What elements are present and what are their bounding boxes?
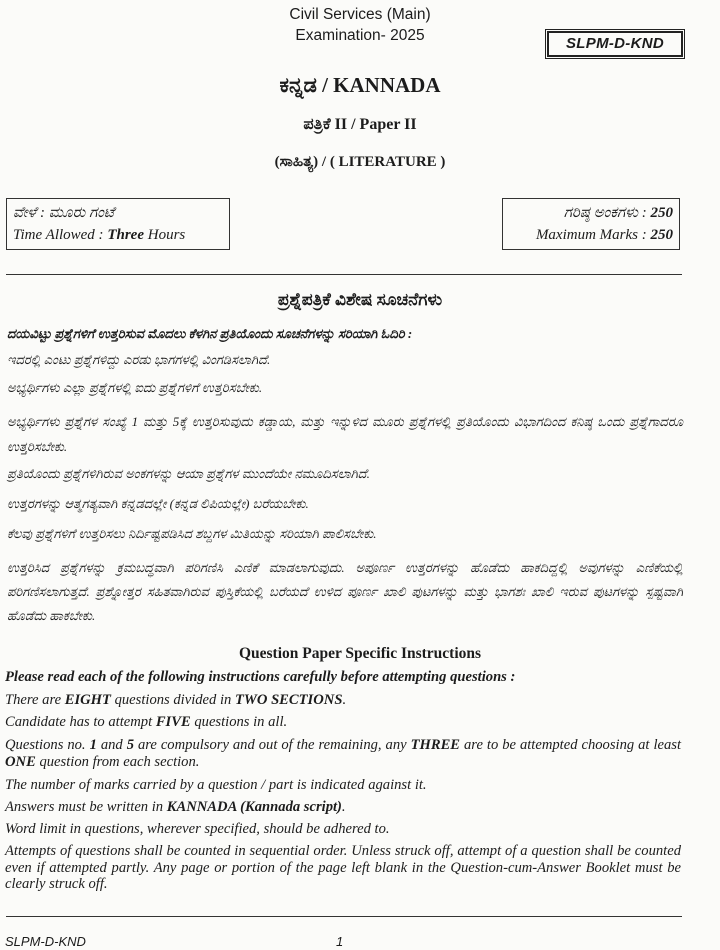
exam-line-1: Civil Services (Main) <box>289 6 431 23</box>
text: . <box>342 692 347 708</box>
maximum-marks-box <box>502 198 680 250</box>
text: and <box>96 737 127 753</box>
english-instruction-2 <box>5 714 681 731</box>
kannada-instruction-7: ಉತ್ತರಿಸಿದ ಪ್ರಶ್ನೆಗಳನ್ನು ಕ್ರಮಬದ್ಧವಾಗಿ ಪರಿಗಣಿಸಿ ಎಣಿಕೆ ಮಾಡಲಾಗುವುದು. ಅಪೂರ್ಣ ಉತ್ತರಗಳನ್ನು ಹೊಡೆದು ಹಾಕದಿದ್ದಲ್ಲಿ ಅವುಗಳನ್ನು ಎಣಿಕೆಯಲ್ಲಿ ಪರಿಗಣಿಸಲಾಗುತ್ತದೆ. ಪ್ರಶ್ನೋತ್ತರ ಸಹಿತವಾಗಿರುವ ಪುಸ್ತಿಕೆಯಲ್ಲಿ ಬರೆಯದೆ ಉಳಿದ ಪೂರ್ಣ ಖಾಲಿ ಪುಟಗಳನ್ನು ಮತ್ತು ಭಾಗಶಃ ಖಾಲಿ ಇರುವ ಪುಟಗಳನ್ನು ಸ್ಪಷ್ಟವಾಗಿ ಹೊಡೆದು ಹಾಕಬೇಕು. <box>7 560 683 623</box>
footer-divider <box>6 916 682 917</box>
text: There are <box>5 692 65 708</box>
max-marks-en-value: 250 <box>650 227 673 243</box>
max-marks-kn-value: 250 <box>650 205 673 221</box>
english-instruction-5 <box>5 799 681 816</box>
footer-page-number: 1 <box>336 934 344 949</box>
time-allowed-kannada: ವೇಳೆ : ಮೂರು ಗಂಟೆ <box>13 205 115 221</box>
time-label: Time Allowed : <box>13 227 108 243</box>
text: are compulsory and out of the remaining, any <box>133 737 411 753</box>
english-instruction-6: Word limit in questions, wherever specified, should be adhered to. <box>5 821 390 837</box>
kannada-instructions-heading: ಪ್ರಶ್ನೆಪತ್ರಿಕೆ ವಿಶೇಷ ಸೂಚನೆಗಳು <box>277 290 443 309</box>
english-instruction-7: Attempts of questions shall be counted in sequential order. Unless struck off, attempt of a question shall be counted even if attempted partly. Any page or portion of the page left blank in the Question-cum-Answer Booklet must be clearly struck off. <box>5 843 681 892</box>
emphasis: THREE <box>410 737 461 753</box>
footer-paper-code: SLPM-D-KND <box>5 934 86 949</box>
text: Questions no. <box>5 737 90 753</box>
subject-title: (ಸಾಹಿತ್ಯ) / ( LITERATURE ) <box>274 154 446 170</box>
max-marks-kannada <box>509 202 673 224</box>
exam-line-2: Examination- 2025 <box>295 27 425 44</box>
text: question from each section. <box>35 753 200 770</box>
text: are to be attempted choosing at least <box>460 737 682 753</box>
text: Answers must be written in <box>5 799 167 815</box>
time-allowed-english <box>13 224 223 246</box>
text: Candidate has to attempt <box>5 714 156 730</box>
english-instruction-4: The number of marks carried by a question / part is indicated against it. <box>5 777 427 793</box>
kannada-instruction-5: ಉತ್ತರಗಳನ್ನು ಆತ್ಮಗತ್ಯವಾಗಿ ಕನ್ನಡದಲ್ಲೇ (ಕನ್ನಡ ಲಿಪಿಯಲ್ಲೇ) ಬರೆಯಬೇಕು. <box>7 496 309 511</box>
emphasis: 1 <box>89 737 97 753</box>
english-instruction-1 <box>5 692 681 709</box>
kannada-instruction-4: ಪ್ರತಿಯೊಂದು ಪ್ರಶ್ನೆಗಳಿಗಿರುವ ಅಂಕಗಳನ್ನು ಆಯಾ ಪ್ರಶ್ನೆಗಳ ಮುಂದೆಯೇ ನಮೂದಿಸಲಾಗಿದೆ. <box>7 466 370 481</box>
emphasis: EIGHT <box>64 692 111 708</box>
english-instructions-lead: Please read each of the following instructions carefully before attempting questions : <box>5 669 516 685</box>
text: questions divided in <box>110 692 235 708</box>
paper-code-box: SLPM-D-KND <box>547 31 683 57</box>
kannada-instruction-3: ಅಭ್ಯರ್ಥಿಗಳು ಪ್ರಶ್ನೆಗಳ ಸಂಖ್ಯೆ 1 ಮತ್ತು 5ಕ್ಕೆ ಉತ್ತರಿಸುವುದು ಕಡ್ಡಾಯ, ಮತ್ತು ಇನ್ನುಳಿದ ಮೂರು ಪ್ರಶ್ನೆಗಳಲ್ಲಿ ಪ್ರತಿಯೊಂದು ವಿಭಾಗದಿಂದ ಕನಿಷ್ಠ ಒಂದು ಪ್ರಶ್ನೆಗಾದರೂ ಉತ್ತರಿಸಬೇಕು. <box>7 414 683 454</box>
max-marks-en-label: Maximum Marks : <box>535 227 651 243</box>
emphasis: 5 <box>126 737 134 753</box>
english-instruction-3 <box>5 737 681 770</box>
kannada-instruction-6: ಕೆಲವು ಪ್ರಶ್ನೆಗಳಿಗೆ ಉತ್ತರಿಸಲು ನಿರ್ದಿಷ್ಟಪಡಿಸಿದ ಶಬ್ದಗಳ ಮಿತಿಯನ್ನು ಸರಿಯಾಗಿ ಪಾಲಿಸಬೇಕು. <box>7 526 377 541</box>
kannada-instruction-1: ಇದರಲ್ಲಿ ಎಂಟು ಪ್ರಶ್ನೆಗಳಿದ್ದು ಎರಡು ಭಾಗಗಳಲ್ಲಿ ವಿಂಗಡಿಸಲಾಗಿದೆ. <box>7 352 271 367</box>
paper-title: ಪತ್ರಿಕೆ II / Paper II <box>303 116 417 133</box>
text: questions in all. <box>190 714 288 730</box>
max-marks-kn-label: ಗರಿಷ್ಠ ಅಂಕಗಳು : <box>563 205 651 221</box>
emphasis: KANNADA (Kannada script) <box>166 799 342 815</box>
emphasis: FIVE <box>155 714 191 730</box>
kannada-instruction-2: ಅಭ್ಯರ್ಥಿಗಳು ಎಲ್ಲಾ ಪ್ರಶ್ನೆಗಳಲ್ಲಿ ಐದು ಪ್ರಶ್ನೆಗಳಿಗೆ ಉತ್ತರಿಸಬೇಕು. <box>7 380 263 395</box>
time-value: Three <box>107 227 144 243</box>
kannada-instructions-lead: ದಯವಿಟ್ಟು ಪ್ರಶ್ನೆಗಳಿಗೆ ಉತ್ತರಿಸುವ ಮೊದಲು ಕೆಳಗಿನ ಪ್ರತಿಯೊಂದು ಸೂಚನೆಗಳನ್ನು ಸರಿಯಾಗಿ ಓದಿರಿ : <box>7 326 413 341</box>
time-allowed-box <box>6 198 230 250</box>
max-marks-english <box>509 224 673 246</box>
emphasis: TWO SECTIONS <box>234 692 343 708</box>
text: . <box>341 799 346 815</box>
section-divider <box>6 274 682 275</box>
language-title: ಕನ್ನಡ / KANNADA <box>279 73 441 97</box>
english-instructions-heading: Question Paper Specific Instructions <box>238 645 482 662</box>
time-unit: Hours <box>143 227 186 243</box>
emphasis: ONE <box>5 753 36 770</box>
